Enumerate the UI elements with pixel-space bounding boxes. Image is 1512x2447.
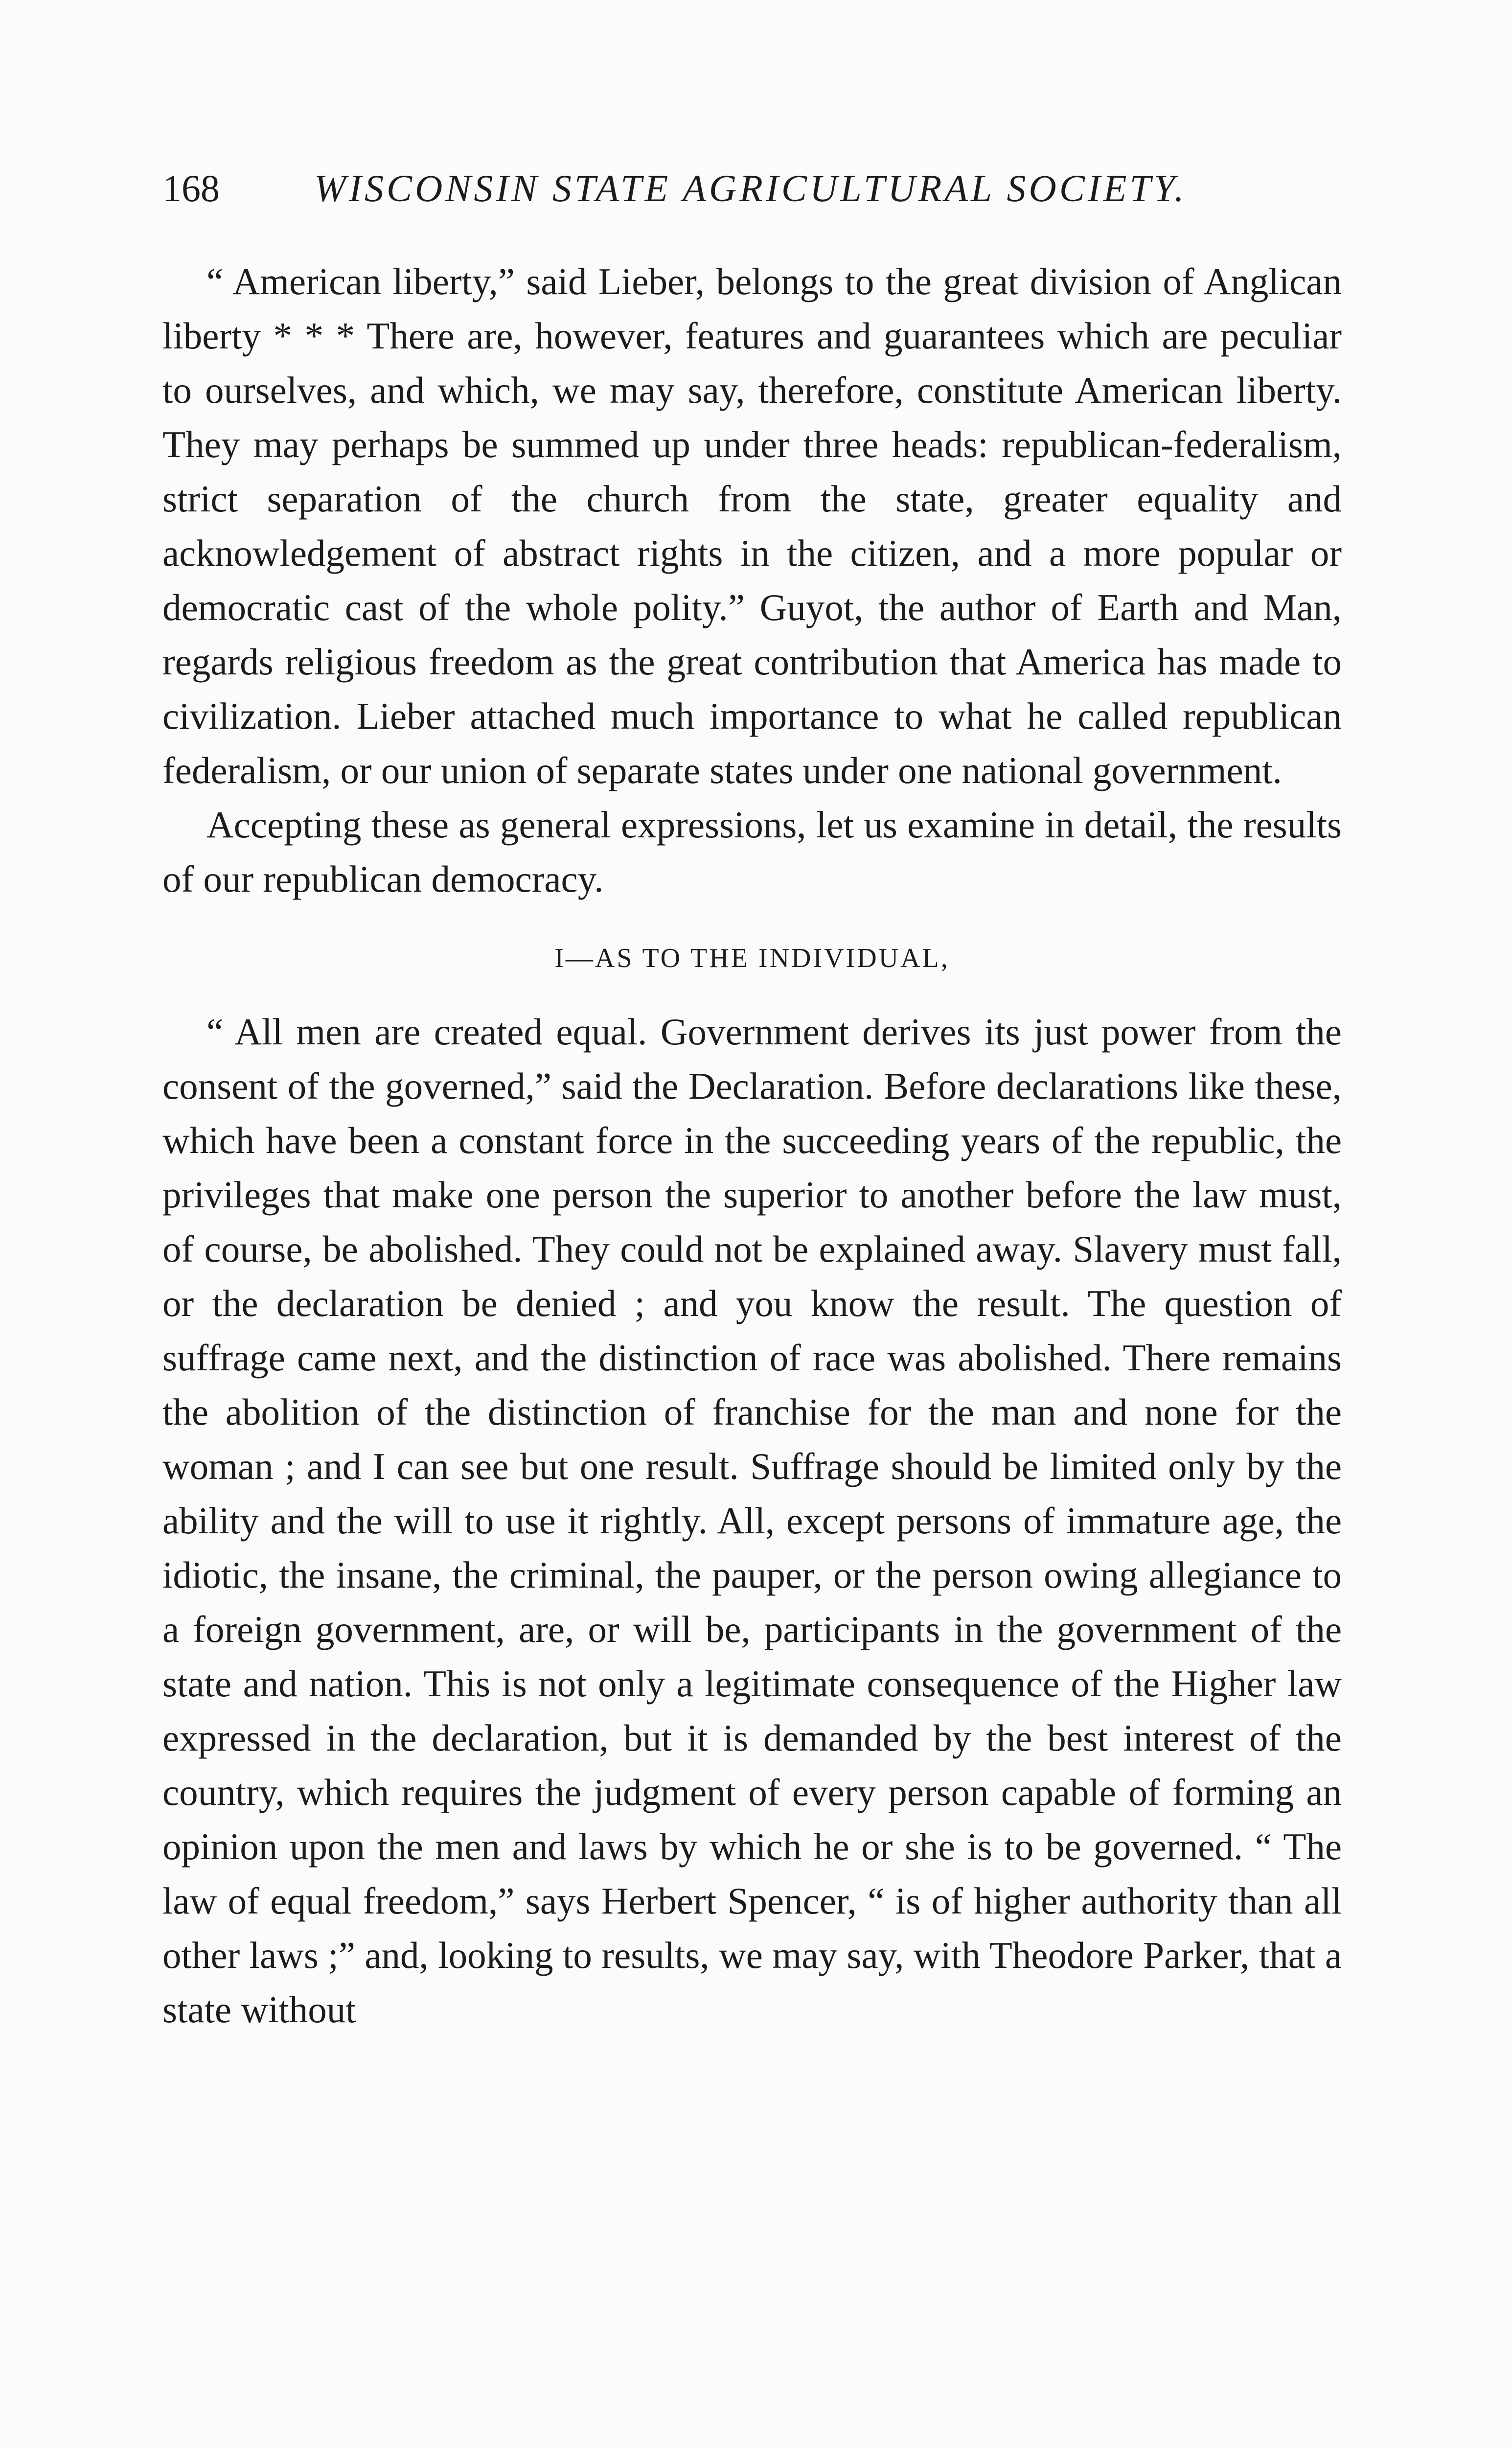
body-text [162,254,1342,2037]
paragraph-lieber-quote: “ American liberty,” said Lieber, belongs to the great division of Anglican liberty * * * There are, however, features and guarantees which are peculiar to ourselves, and which, we may say, therefore, constitute American liberty. They may perhaps be summed up under three heads: republican-federalism, strict separation of the church from the state, greater equality and acknowledgement of abstract rights in the citizen, and a more popular or democratic cast of the whole polity.” Guyot, the author of Earth and Man, regards religious freedom as the great contribution that America has made to civilization. Lieber attached much importance to what he called republican federalism, or our union of separate states under one national government. [162,260,1342,791]
section-heading: I—AS TO THE INDIVIDUAL, [554,943,950,973]
paragraph-accepting: Accepting these as general expressions, let us examine in detail, the results of our republican democracy. [162,804,1342,900]
paragraph-all-men-equal: “ All men are created equal. Government derives its just power from the consent of the governed,” said the Declaration. Before declarations like these, which have been a constant force in the succeeding years of the republic, the privileges that make one person the superior to another before the law must, of course, be abolished. They could not be explained away. Slavery must fall, or the declaration be denied ; and you know the result. The question of suffrage came next, and the distinction of race was abolished. There remains the abolition of the distinction of franchise for the man and none for the woman ; and I can see but one result. Suffrage should be limited only by the ability and the will to use it rightly. All, except persons of immature age, the idiotic, the insane, the criminal, the pauper, or the person owing allegiance to a foreign government, are, or will be, participants in the government of the state and nation. This is not only a legitimate consequence of the Higher law expressed in the declaration, but it is demanded by the best interest of the country, which requires the judgment of every person capable of forming an opinion upon the men and laws by which he or she is to be governed. “ The law of equal freedom,” says Herbert Spencer, “ is of higher authority than all other laws ;” and, looking to results, we may say, with Theodore Parker, that a state without [162,1011,1342,2031]
running-title: WISCONSIN STATE AGRICULTURAL SOCIETY. [314,167,1187,209]
page-number: 168 [162,167,220,209]
page-header [162,162,1356,215]
